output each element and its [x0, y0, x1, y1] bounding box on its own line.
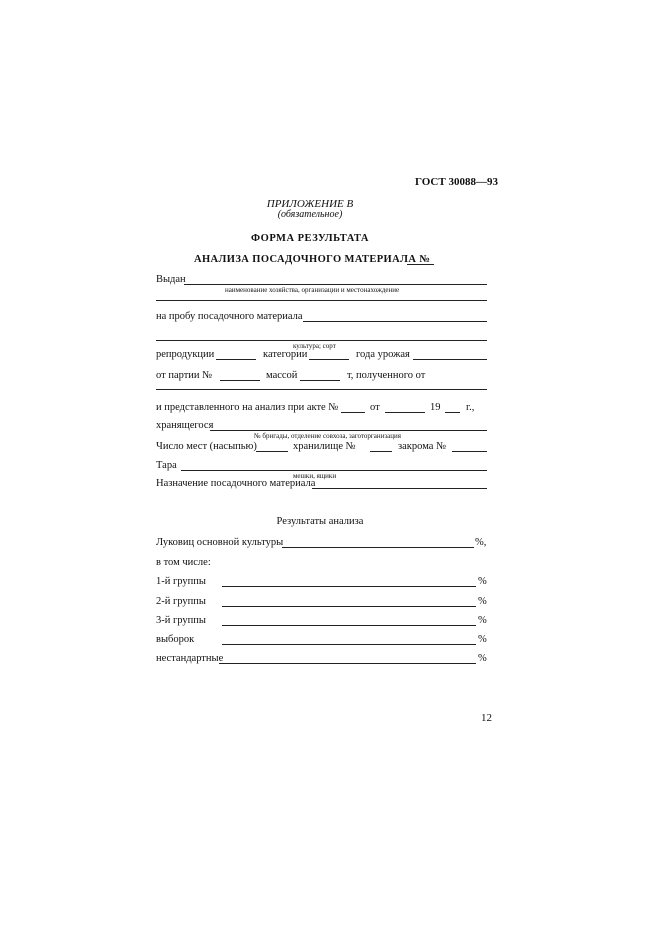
form-title-2: АНАЛИЗА ПОСАДОЧНОГО МАТЕРИАЛА № — [194, 254, 431, 265]
selected-line — [222, 644, 476, 645]
selected-label: выборок — [156, 634, 195, 645]
stored-caption: № бригады, отделение совхоза, заготорганизация — [254, 432, 401, 440]
issued-line-2 — [156, 300, 487, 301]
group3-label: 3-й группы — [156, 615, 206, 626]
from-label: от — [370, 402, 380, 413]
issued-label: Выдан — [156, 274, 186, 285]
batch-line — [220, 380, 260, 381]
tare-label: Тара — [156, 460, 177, 471]
stored-label: хранящегося — [156, 420, 214, 431]
sample-line — [303, 321, 487, 322]
bin-line — [452, 451, 487, 452]
group2-label: 2-й группы — [156, 596, 206, 607]
group3-percent: % — [478, 615, 487, 626]
batch-label: от партии № — [156, 370, 213, 381]
year-19-label: 19 — [430, 402, 441, 413]
main-bulbs-label: Луковиц основной культуры — [156, 537, 284, 548]
sample-line-2 — [156, 340, 487, 341]
standard-number: ГОСТ 30088—93 — [415, 176, 498, 188]
tare-line — [181, 470, 487, 471]
category-line — [309, 359, 349, 360]
issued-caption: наименование хозяйства, организации и местонахождение — [225, 286, 400, 294]
page-number: 12 — [481, 712, 492, 724]
tons-label: т, полученного от — [347, 370, 426, 381]
group1-percent: % — [478, 576, 487, 587]
harvest-year-line — [413, 359, 487, 360]
storage-label: хранилище № — [293, 441, 356, 452]
issued-line — [184, 284, 487, 285]
sample-caption: культура; сорт — [293, 342, 336, 350]
submitted-label: и представленного на анализ при акте № — [156, 402, 339, 413]
stored-line — [210, 430, 487, 431]
storage-line — [370, 451, 392, 452]
results-title: Результаты анализа — [276, 516, 364, 527]
bin-label: закрома № — [398, 441, 447, 452]
category-label: категории — [263, 349, 308, 360]
nonstandard-percent: % — [478, 653, 487, 664]
act-date-line — [385, 412, 425, 413]
batch-line-2 — [156, 389, 487, 390]
year-line — [445, 412, 460, 413]
appendix-title: ПРИЛОЖЕНИЕ В — [266, 198, 354, 210]
tare-caption: мешки, ящики — [293, 472, 337, 480]
main-bulbs-line — [282, 547, 474, 548]
group1-line — [222, 586, 476, 587]
places-label: Число мест (насыпью) — [156, 441, 257, 452]
purpose-label: Назначение посадочного материала — [156, 478, 316, 489]
group2-percent: % — [478, 596, 487, 607]
sample-label: на пробу посадочного материала — [156, 311, 303, 322]
mass-line — [300, 380, 340, 381]
year-suffix: г., — [466, 402, 475, 413]
appendix-status: (обязательное) — [277, 209, 343, 220]
main-bulbs-percent: %, — [475, 537, 487, 548]
group2-line — [222, 606, 476, 607]
including-label: в том числе: — [156, 557, 211, 568]
places-line — [256, 451, 288, 452]
group3-line — [222, 625, 476, 626]
harvest-year-label: года урожая — [356, 349, 410, 360]
form-title-1: ФОРМА РЕЗУЛЬТАТА — [251, 233, 369, 244]
nonstandard-line — [219, 663, 476, 664]
selected-percent: % — [478, 634, 487, 645]
form-number-line — [407, 264, 434, 265]
reproduction-label: репродукции — [156, 349, 215, 360]
nonstandard-label: нестандартные — [156, 653, 224, 664]
reproduction-line — [216, 359, 256, 360]
mass-label: массой — [266, 370, 298, 381]
purpose-line — [312, 488, 487, 489]
act-number-line — [341, 412, 365, 413]
group1-label: 1-й группы — [156, 576, 206, 587]
